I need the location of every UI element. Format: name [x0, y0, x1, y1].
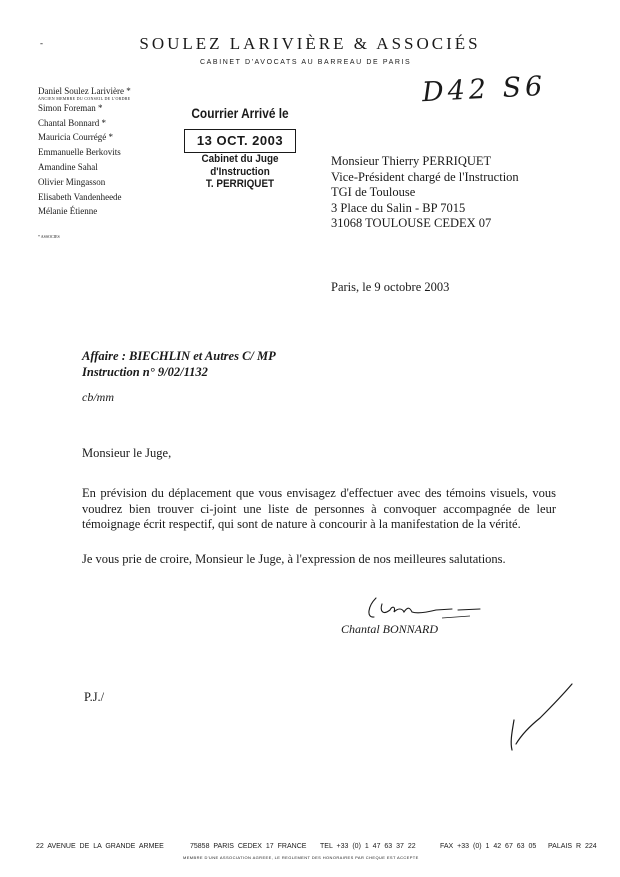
letter-date: Paris, le 9 octobre 2003 [331, 280, 450, 294]
footer-membership-note: MEMBRE D'UNE ASSOCIATION AGREEE, LE REGLEMENT DES HONORAIRES PAR CHEQUE EST ACCEPTE [183, 855, 419, 860]
closing-paragraph: Je vous prie de croire, Monsieur le Juge, à l'expression de nos meilleures salutations. [82, 552, 506, 566]
signer-name: Chantal BONNARD [341, 622, 439, 636]
stamp-line-judge: T. PERRIQUET [205, 178, 275, 190]
addressee-court: TGI de Toulouse [331, 185, 416, 200]
footer-postal: 75858 PARIS CEDEX 17 FRANCE [190, 843, 307, 850]
addressee-title: Vice-Président chargé de l'Instruction [331, 169, 519, 184]
signature-scribble [362, 592, 482, 624]
firm-subtitle: CABINET D'AVOCATS AU BARREAU DE PARIS [200, 59, 412, 66]
addressee-street: 3 Place du Salin - BP 7015 [331, 200, 466, 215]
partner-name: Mauricia Courrégé * [38, 132, 113, 143]
reference-initials: cb/mm [82, 390, 114, 404]
footer-palais: PALAIS R 224 [548, 843, 597, 850]
instruction-number: Instruction n° 9/02/1132 [82, 364, 208, 379]
footer-address: 22 AVENUE DE LA GRANDE ARMEE [36, 843, 164, 850]
partners-list [38, 84, 131, 219]
addressee-city: 31068 TOULOUSE CEDEX 07 [331, 216, 492, 231]
affair-reference [82, 349, 276, 380]
partner-note: ANCIEN MEMBRE DU CONSEIL DE L'ORDRE [38, 95, 131, 101]
body-paragraph: En prévision du déplacement que vous envisagez d'effectuer avec des témoins visuels, vous voudrez bien trouver ci-joint une liste de personnes à convoquer accompagnée de leur témoignage écrit respectif, qui sont de nature à concourir à la manifestation de la vérité. [82, 486, 556, 532]
handwritten-reference: D42 S6 [421, 70, 547, 109]
footer-tel: TEL +33 (0) 1 47 63 37 22 [320, 843, 416, 850]
partner-name: Amandine Sahal [38, 161, 98, 172]
stamp-line-cabinet: Cabinet du Juge d'Instruction [201, 153, 279, 178]
partners-footnote: * ASSOCIES [38, 234, 60, 239]
partner-name: Chantal Bonnard * [38, 117, 106, 128]
stamp-title: Courrier Arrivé le [191, 106, 289, 121]
partner-name: Mélanie Étienne [38, 206, 98, 217]
corner-mark: - [40, 38, 43, 48]
firm-name: SOULEZ LARIVIÈRE & ASSOCIÉS [139, 34, 481, 53]
partner-name: Elisabeth Vandenheede [38, 191, 122, 202]
partner-name: Emmanuelle Berkovits [38, 147, 121, 158]
addressee-block [331, 154, 519, 232]
enclosure-mark: P.J./ [84, 690, 105, 704]
salutation: Monsieur le Juge, [82, 446, 172, 460]
handwritten-initial-mark [496, 674, 586, 764]
partner-name: Simon Foreman * [38, 102, 103, 113]
partner-name: Daniel Soulez Larivière * [38, 86, 131, 96]
partner-name: Olivier Mingasson [38, 176, 106, 187]
stamp-date: 13 OCT. 2003 [184, 129, 296, 153]
received-stamp [170, 106, 310, 191]
affair-line: Affaire : BIECHLIN et Autres C/ MP [82, 349, 276, 363]
footer-fax: FAX +33 (0) 1 42 67 63 05 [440, 843, 537, 850]
addressee-name: Monsieur Thierry PERRIQUET [331, 154, 492, 168]
